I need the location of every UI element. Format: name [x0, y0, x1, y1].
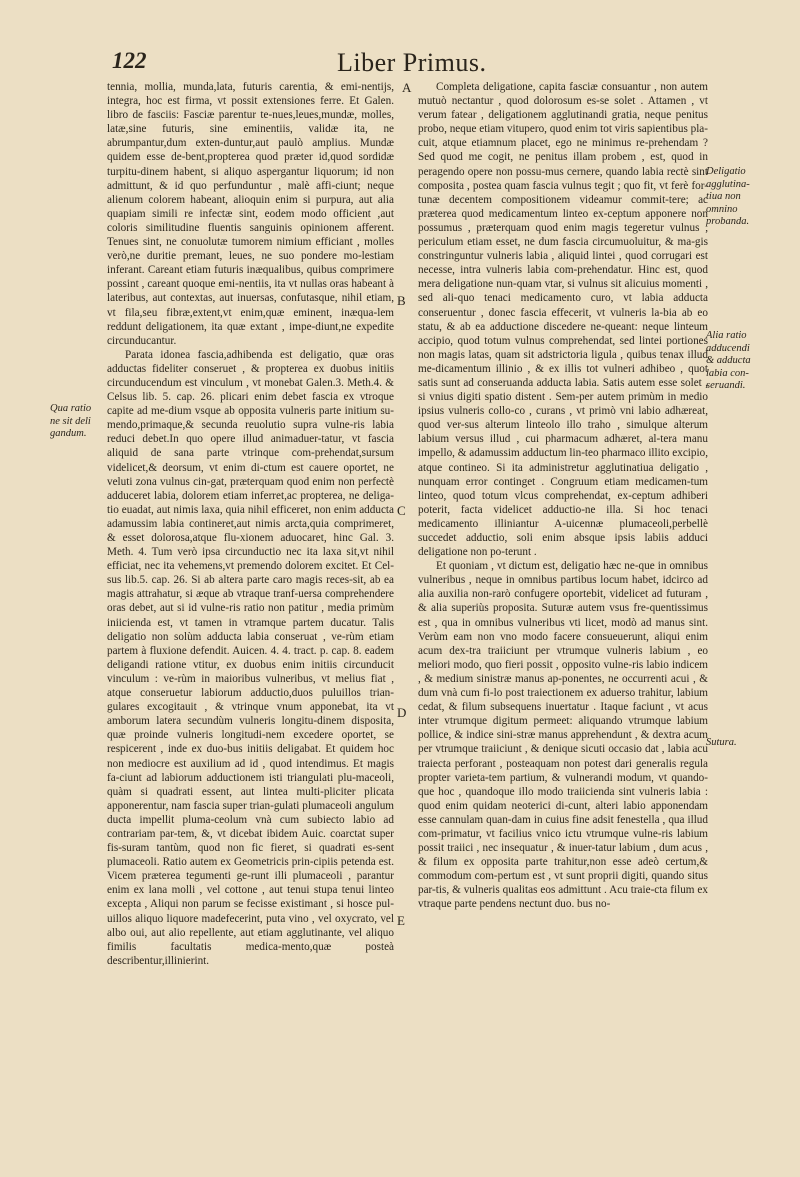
- margin-note-line: Deligatio: [706, 166, 746, 177]
- margin-note-line: probanda.: [706, 216, 750, 227]
- margin-note-line: & adducta: [706, 355, 751, 366]
- margin-note-line: adducendi: [706, 342, 750, 354]
- section-letter-e: E: [397, 913, 405, 928]
- margin-note-right: [706, 737, 768, 750]
- margin-note-line: seruandi.: [706, 380, 746, 391]
- page-number: 122: [112, 48, 147, 73]
- margin-note-line: Sutura.: [706, 737, 737, 748]
- paragraph: tennia, mollia, munda,lata, futuris carentia, & emi-nentijs, integra, hoc est firma, vt possit extensiones ferre. Et Galen. libro de fasciis: Fasciæ parentur te-nues,leues,mundæ, molles, latæ,sine futuris, sine eminentiis, validæ ita, ne abrumpantur,dum exten-duntur,aut paulò amplius. Mundæ quidem esse de-bent,propterea quod præter id,quod sordidæ turpitu-dinem habent, si aliquo aspergantur liquorum; id non admittunt, & id quo perfunduntur , malè affi-ciunt; neque alienum colorem habeant, alioquin enim si purpura, aut alia quapiam simili re infectæ sint, eodem modo officient ,aut coloris similitudine fluentis sanguinis opinionem afferent. Tenues sint, ne conuolutæ tumorem nimium efficiant , molles verò,ne duritie premant, leues, ne suo pondere mo-lestiam inferant. Careant etiam futuris inæqualibus, quibus comprimere possint , careant quoque emi-nentiis, ita vt nullas oras habeant à lateribus, aut contextas, aut inuersas, confutasque, nihil etiam, vt fila,seu fibræ,extent,vt enim,quæ eminent, inæqua-lem reddunt deligationem, ita quæ extant , impe-diunt,ne expedite circunducantur.: [107, 81, 394, 347]
- margin-note-line: ne sit deli: [50, 415, 91, 427]
- margin-note-line: gandum.: [50, 428, 87, 439]
- paragraph: Parata idonea fascia,adhibenda est deligatio, quæ oras adductas fideliter conseruet , & propterea ex duobus initiis circunducendum est vinculum , vt monebat Galen.3. Meth.4. & Celsus lib. 5. cap. 26. plicari enim debet fascia ex vtroque capite ad me-dium vsque ab opposita vulneris parte initium su-mendo,primaque,& secunda reuolutio supra vulne-ris labia reduci debet.In quo opere illud animaduer-tatur, vt fascia aliquid de sana parte vtrinque com-prehendat,sursum videlicet,& deorsum, vt enim di-ctum est cauere oportet, ne veluti zona vulnus cin-gat, præterquam quod enim non perfectè adduceret labia, dolorem etiam inferret,ac propterea, ne deliga-tio euadat, aut nimis laxa, quia nihil efficeret, non enim adducta adamussim labia contineret,aut nimis arcta,quia comprimeret, & esset dolorosa,atque flu-xionem aduocaret, hinc Gal. 3. Meth. 4. Tum verò ipsa circunductio nec ita laxa sit,vt nihil efficiat, nec ita vehemens,vt premendo dolorem excitet. Et Cel-sus lib.5. cap. 26. Si ab altera parte caro magis reces-sit, ab ea magis attrahatur, si æque ab vtraque tranf-uersa comprehendere oras debet, aut si id vulne-ris ratio non patitur , media primùm iniicienda est, vt tamen in vtramque partem ducatur. Talis deligatio non solùm adducta labia conseruat , ve-rùm etiam partem à fluxione defendit. Auicen. 4. 4. tract. p. cap. 8. eadem deligandi ratione vtitur, ex duobus enim initiis circunducit vinculum : ve-rùm in maioribus vulneribus, vt melius fiat , atque conseruetur labiorum adductio,duos puluillos trian-gulares excogitauit , & vtrinque vnum apponebat, ita vt amborum latera secundùm vulneris longitu-dinem disposita, quæ proinde vulneris longitudi-nem excedere oportet, se respicerent , inde ex duo-bus initiis deligabat. Et quidem hoc non mediocre est auxilium ad id , quod intendimus. Et magis fa-ciunt ad labiorum adductionem isti triangulati plu-maceoli, quàm si quadrati essent, aut lintea multi-pliciter plicata apponerentur, nam fascia super trian-gulati plumaceoli angulum ducta impellit pluma-ceolum vnà cum subiecto labio ad contrariam par-tem, &, vt dicebat ibidem Auic. coarctat super fis-suram tantùm, quod non fic fieret, si quadrati es-sent plumaceoli. Ratio autem ex Geometricis prin-cipiis petenda est. Vicem præterea tegumenti ge-runt illi plumaceoli , parantur enim ex lana molli , vel cottone , aut tenui stupa tenui linteo excepta , Aliqui non parum se fecisse existimant , si hosce pul-uillos aliquo liquore madefecerint, puta vino , vel oxycrato, vel albo oui, aut alio repellente, aut etiam agglutinante, vel aliquo fimilis facultatis medica-mento,quæ posteà describentur,illinierint.: [107, 348, 394, 967]
- margin-note-line: omnino: [706, 203, 738, 215]
- margin-note-line: agglutina-: [706, 178, 750, 190]
- section-letter-c: C: [397, 503, 406, 518]
- margin-note-right: [706, 330, 768, 393]
- margin-note-line: labia con-: [706, 367, 749, 379]
- section-letter-a: A: [402, 80, 412, 95]
- running-title: Liber Primus.: [337, 48, 487, 77]
- left-column: [107, 80, 394, 1135]
- margin-note-right: [706, 166, 768, 229]
- margin-note-line: Qua ratio: [50, 403, 92, 414]
- section-letter-b: B: [397, 293, 406, 308]
- margin-note-line: tiua non: [706, 191, 741, 202]
- margin-note-line: Alia ratio: [706, 330, 747, 341]
- margin-note-left: [50, 403, 112, 441]
- running-header: [0, 48, 800, 82]
- section-letter-d: D: [397, 705, 407, 720]
- right-column: [418, 80, 708, 1150]
- paragraph: Et quoniam , vt dictum est, deligatio hæc ne-que in omnibus vulneribus , neque in omnibus partibus locum habet, idcirco ad alia auxilia non-rarò confugere oportebit, videlicet ad futuram , & alia superiùs proposita. Suturæ autem vsus fre-quentissimus est , qua in omnibus vulneribus vti licet, modò ad manus sint. Verùm eam non vno modo facere consueuerunt, aliqui enim acum dex-tra traiiciunt per vtrumque vulneris labium , eo meliori modo, quo fieri possit , opposito vulne-ris labio indicem , & medium sinistræ manus ap-ponentes, ne occurrenti acui , & dum vnà cum fi-lo post traiectionem ex aduerso trahitur, labium cedat, & filum subsequens inuertatur . Itaque faciunt , vt acus inter vtrumque digitum permeet: aliquando vtrumque labium pollice, & indice sini-stræ manus apprehendunt , & dextra acum per vtrumque traiiciunt , & denique sicuti occasio dat , labia acu traiecta perforant , posteaquam non potest dari generalis regula propter varieta-tem partium, & vulnerandi modum, vt quando-que hoc , quandoque illo modo traiicienda sint vulneris labia : quod enim quidam neoterici di-cunt, alteri labio apponendam esse cannulam quan-dam in cuius fine adsit fenestella , qua illud com-primatur, vt facilius vnico ictu vtrumque vulne-ris labium possit traiici , nec insequatur , & inuer-tatur labium , dum acus , & filum ex opposita parte trahitur,non esse adeò certum,& commodum com-pertum est , vt sunt proprii digiti, quando situs par-tis, & vulneris qualitas eos admittunt . Acu traie-cta filum ex vtraque parte pendens nectunt duo. bus no-: [418, 560, 708, 911]
- paragraph: Completa deligatione, capita fasciæ consuantur , non autem mutuò nectantur , quod dolorosum es-se solet . Attamen , vt verum fatear , deligationem agglutinandi gratia, neque penitus probo, neque etiam vitupero, quod enim tot viris sapientibus pla-cuit, atque etiamnum placet, ego ne minimus re-prehendam ? Sed quod me cogit, ne penitus illam probem , est, quod in peragendo opere non possu-mus cernere, quando labia rectè sint composita , postea quam fascia vulnus tegit ; quo fit, vt ferè for-tunæ decentem compositionem videamur commit-tere; ac præterea quod medicamentum linteo ex-ceptum apponere non possumus , præterquam quod enim magis tegeretur vulnus , periculum etiam esset, ne dum fascia circumuoluitur, & ma-gis constringuntur vulneris labia , aliquid lintei , quod corrugari est necesse, intra vulneris labia com-prehendatur. Hinc est, quod mera deligatione nun-quam vtar, si vulnus sit alicuius momenti , sed ali-quo tenaci medicamento curo, vt labia adducta conseruentur , donec fascia effecerit, vt vulneris la-bia ab eo statu, & ab ea adductione discedere ne-queant: neque linteum accipio, quod totum vulnus comprehendat, sed lintei portiones non magis latas, quam sit adstrictoria ligula , quibus tenax illud me-dicamentum illinio , & ex illis tot vulneri adhibeo , quot satis sunt ad conseruanda adducta labia. Satis autem esse solet , si vnius digiti spatio distent . Sem-per autem primùm in medio ipsius vulneris collo-co , curans , vt primò vni labio adhæreat, quod ver-sus alterum linteolo illo traho , simulque alterum labium versus illud , cui pharmacum adhæret, al-tera manu impello, & adamussim adductum lin-teo pharmaco illito excipio, atque contineo. Si ita administretur agglutinatiua deligatio , nunquam error continget . Congruum etiam medicamen-tum linteo, quod totum vlcus comprehendat, ex-ceptum adhiberi poterit, facta videlicet adductio-ne illa. Si hoc tenaci medicamento illiniantur A-uicennæ plumaceoli,perbellè succedet adductio, soli enim absque ipsis labiis adduci deligatione non po-terunt .: [418, 81, 708, 559]
